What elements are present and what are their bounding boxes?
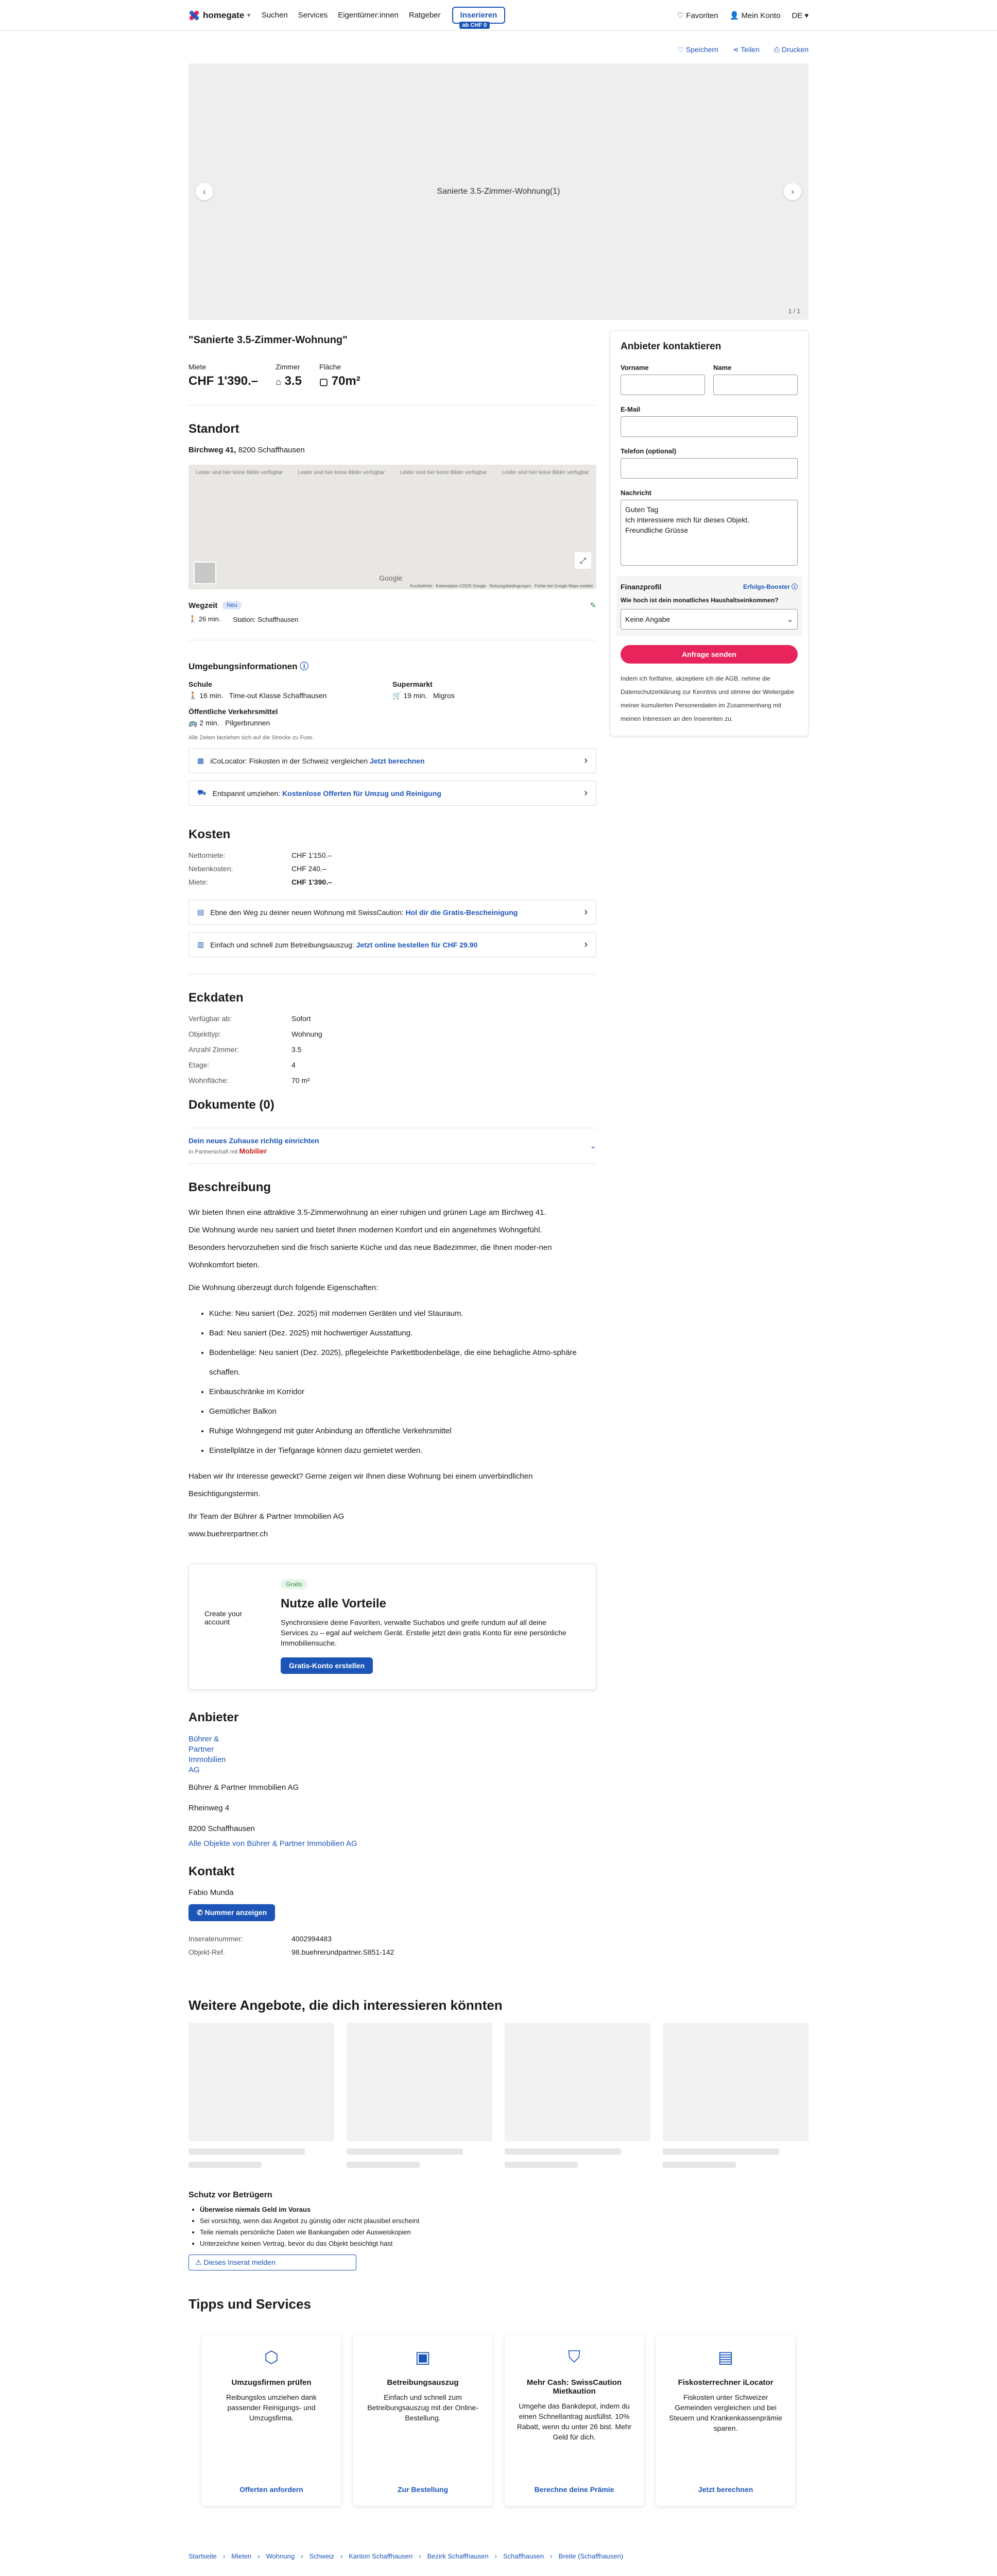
first-name-input[interactable] <box>621 375 705 395</box>
site-header <box>0 0 997 31</box>
print-icon: ⎙ <box>773 45 780 54</box>
offer-card-placeholder[interactable] <box>188 2023 334 2168</box>
facts-heading: Eckdaten <box>188 991 244 1005</box>
booster-link[interactable]: Erfolgs-Booster ⓘ <box>743 583 798 590</box>
truck-icon: ⛟ <box>197 788 207 796</box>
last-name-input[interactable] <box>713 375 798 395</box>
reference-list: Inseratenummer: 4002994483 Objekt-Ref. 98.buehrerundpartner.S851-142 <box>188 1935 394 1956</box>
finance-profile: Finanzprofil Erfolgs-Booster ⓘ Wie hoch ist dein monatliches Haushaltseinkommen? Keine Angabe ⌄ <box>616 576 802 636</box>
facts-list: Verfügbar ab: Sofort Objekttyp: Wohnung Anzahl Zimmer: 3.5 Etage: 4 Wohnfläche: 70 m² <box>188 1014 322 1084</box>
fraud-section: Schutz vor Betrügern • Überweise niemals Geld im Voraus • Sei vorsichtig, wenn das Angebot zu günstig oder nicht plausibel erscheint • Teile niemals persönliche Daten wie Bankangaben oder Ausweiskopien • Unterzeichne keinen Vertrag, bevor du das Objekt besichtigt hast ⚠ Dieses Inserat melden <box>188 2191 809 2270</box>
costs-heading: Kosten <box>188 827 231 841</box>
insert-badge: ab CHF 0 <box>459 22 490 29</box>
warning-icon: ⚠ <box>195 2258 202 2266</box>
area-icon: ▢ <box>319 377 329 387</box>
nav-guide[interactable]: Ratgeber <box>408 11 441 20</box>
location-heading: Standort <box>188 422 239 436</box>
send-request-button[interactable]: Anfrage senden <box>621 645 798 664</box>
rent-value: CHF 1'390.– <box>188 374 259 388</box>
features-list: • Küche: Neu saniert (Dez. 2025) mit modernen Geräten und viel Stauraum. • Bad: Neu saniert (Dez. 2025) mit hochwertiger Ausstattung. • Bodenbeläge: Neu saniert (Dez. 2025), pflegeleichte Parkettbodenbeläge, die eine behagliche Atmo-sphäre schaffen. • Einbauschränke im Korridor • Gemütlicher Balkon • Ruhige Wohngegend mit guter Anbindung an öffentliche Verkehrsmittel • Einstellplätze in der Tiefgarage können dazu gemietet werden. <box>209 1304 596 1461</box>
save-button[interactable]: ♡ Speichern <box>677 45 718 54</box>
main-column: "Sanierte 3.5-Zimmer-Wohnung" Miete CHF 1'390.– Zimmer ⌂ 3.5 Fläche ▢ 70m² Standort Birchweg 41, 8200 Schaffhausen Leider sind hier keine Bilder verfügbar Leider sind hier keine Bilder verfügbar Leider sind hier keine Bilder verfügbar Leider sind hier keine Bilder verfügbar ⤢ Google Kurzbefehle · Kartendaten ©2025 Google · Nutzungsbedingungen · Fehler bei Google Maps melden Wegzeit Neu ✎ 🚶 26 min. Station: Schaffhausen Umgebungsinformationen ⓘ Schule 🚶 16 min. Time-out Klasse Schaffhausen Supermarkt 🛒 19 min. Migros Öffentliche Verkehrsmittel 🚌 2 min. Pilgerbrunnen Alle Zeiten beziehen sich auf die Strecke zu Fuss. ▦ iCoLocator: Fiskosten in der Schweiz vergleichen Jetzt berechnen › ⛟ Entspannt umziehen: Kostenlose Offerten für Umzug und Reinigung › Kosten Nettomiete: CHF 1'150.– Nebenkosten: CHF 240.– Miete: CHF 1'390.– ▤ Ebne den Weg zu deiner neuen Wohnung mit SwissCaution: Hol dir die Gratis-Bescheinigung › ▥ Einfach und schnell zum Betreibungsauszug: Jetzt online bestellen für CHF 29.90 › Eckdaten Verfügbar ab: Sofort Objekttyp: Wohnung Anzahl Zimmer: 3.5 Etage: 4 Wohnfläche: 70 m² Dokumente (0) Dein neues Zuhause richtig einrichten In Partnerschaft mit Mobilier ⌄ Beschreibung Wir bieten Ihnen eine attraktive 3.5-Zimmerwohnung an einer ruhigen und grünen Lage am Birchweg 41. Die Wohnung wurde neu saniert und bietet Ihnen modernen Komfort und ein angenehmes Wohngefühl. Besonders hervorzuheben sind die frisch sanierte Küche und das neue Badezimmer, die Ihnen moder-nen Wohnkomfort bieten. Die Wohnung überzeugt durch folgende Eigenschaften: • Küche: Neu saniert (Dez. 2025) mit modernen Geräten und viel Stauraum. • Bad: Neu saniert (Dez. 2025) mit hochwertiger Ausstattung. • Bodenbeläge: Neu saniert (Dez. 2025), pflegeleichte Parkettbodenbeläge, die eine behagliche Atmo-sphäre schaffen. • Einbauschränke im Korridor • Gemütlicher Balkon • Ruhige Wohngegend mit guter Anbindung an öffentliche Verkehrsmittel • Einstellplätze in der Tiefgarage können dazu gemietet werden. Haben wir Ihr Interesse geweckt? Gerne zeigen wir Ihnen diese Wohnung bei einem unverbindlichen Besichtigungstermin. Ihr Team der Bührer & Partner Immobilien AG www.buehrerpartner.ch Create your account Gratis Nutze alle Vorteile Synchronisiere deine Favoriten, verwalte Suchabos und greife rundum auf all deine Services zu – egal auf welchem Gerät. Erstelle jetzt dein gratis Konto für eine persönliche Immobiliensuche. Gratis-Konto erstellen Anbieter Bührer & Partner Immobilien AG Bührer & Partner Immobilien AG Rheinweg 4 8200 Schaffhausen Alle Objekte von Bührer & Partner Immobilien AG Kontakt Fabio Munda ✆ Nummer anzeigen Inseratenummer: 4002994483 Objekt-Ref. 98.buehrerundpartner.S851-142 <box>188 330 596 1956</box>
gallery-next-button[interactable]: › <box>784 183 801 200</box>
account-link[interactable]: 👤 Mein Konto <box>729 11 781 20</box>
contact-heading: Kontakt <box>188 1865 235 1878</box>
tips-heading: Tipps und Services <box>188 2296 311 2312</box>
key-figures: Miete CHF 1'390.– Zimmer ⌂ 3.5 Fläche ▢ 70m² <box>188 363 360 388</box>
rooms-icon: ⌂ <box>276 377 281 387</box>
listing-title: "Sanierte 3.5-Zimmer-Wohnung" <box>188 334 348 346</box>
provider-address: Bührer & Partner Immobilien AG Rheinweg 4 8200 Schaffhausen <box>188 1783 299 1833</box>
description-heading: Beschreibung <box>188 1180 271 1194</box>
share-button[interactable]: ⋖ Teilen <box>732 45 760 54</box>
document-icon: ▥ <box>197 940 204 948</box>
show-number-button[interactable]: ✆ Nummer anzeigen <box>188 1904 275 1921</box>
commute-row: Wegzeit Neu ✎ <box>188 601 596 610</box>
costs-list: Nettomiete: CHF 1'150.– Nebenkosten: CHF 240.– Miete: CHF 1'390.– <box>188 851 332 886</box>
edit-icon[interactable]: ✎ <box>590 601 596 610</box>
new-badge: Neu <box>222 601 241 609</box>
income-select[interactable]: Keine Angabe ⌄ <box>621 609 798 630</box>
icolocator-banner[interactable]: ▦ iCoLocator: Fiskosten in der Schweiz vergleichen Jetzt berechnen › <box>188 748 596 773</box>
message-textarea[interactable]: Guten Tag Ich interessiere mich für dieses Objekt. Freundliche Grüsse <box>621 500 798 566</box>
phone-input[interactable] <box>621 458 798 479</box>
tip-card-moving[interactable]: ⬡ Umzugsfirmen prüfen Reibungslos umziehen dank passender Reinigungs- und Umzugsfirma. Offerten anfordern <box>202 2335 341 2506</box>
info-icon[interactable]: ⓘ <box>300 662 309 671</box>
nav-owners[interactable]: Eigentümer:innen <box>338 11 399 20</box>
nav-services[interactable]: Services <box>298 11 328 20</box>
tips-cards <box>188 2335 809 2506</box>
gallery-prev-button[interactable]: ‹ <box>196 183 213 200</box>
calculator-icon: ▦ <box>197 756 204 765</box>
map-attribution: Kurzbefehle · Kartendaten ©2025 Google · Nutzungsbedingungen · Fehler bei Google Maps melden <box>410 584 593 588</box>
logo-mark-icon <box>188 10 200 21</box>
email-input[interactable] <box>621 416 798 437</box>
tip-card-caution[interactable]: ⛉ Mehr Cash: SwissCaution Mietkaution Umgehe das Bankdepot, indem du einen Schnellantrag ausfüllst. 10% Rabatt, wenn du unter 26 bist. Mehr Geld für dich. Berechne deine Prämie <box>505 2335 644 2506</box>
bus-icon: 🚌 <box>188 719 198 727</box>
main-nav <box>262 11 441 20</box>
provider-all-listings-link[interactable]: Alle Objekte von Bührer & Partner Immobilien AG <box>188 1839 357 1848</box>
debt-extract-banner[interactable]: ▥ Einfach und schnell zum Betreibungsauszug: Jetzt online bestellen für CHF 29.90 › <box>188 932 596 957</box>
area-value: 70m² <box>331 374 360 388</box>
contact-form: Anbieter kontaktieren Vorname Name E-Mail Telefon (optional) Nachricht Guten Tag Ich interessiere mich für dieses Objekt. Freundliche Grüsse Finanzprofil Erfolgs-Booster ⓘ Wie hoch ist dein monatliches Haushaltseinkommen? Keine Angabe ⌄ Anfrage senden Indem ich fortfahre, akzeptiere ich die AGB, nehme die Datenschutzerklärung zur Kenntnis und stimme der Weitergabe meiner kumulierten Personendaten im Zusammenhang mit meinen Interessen an den Inserenten zu. <box>610 330 809 736</box>
heart-icon: ♡ <box>677 45 684 54</box>
homegate-logo[interactable]: homegate ▾ <box>188 10 250 21</box>
shield-icon: ⛉ <box>568 2347 580 2366</box>
free-badge: Gratis <box>281 1579 307 1589</box>
rooms-value: 3.5 <box>284 374 302 388</box>
provider-logo[interactable]: Bührer & Partner Immobilien AG <box>188 1735 226 1774</box>
walk-icon: 🚶 <box>188 691 198 700</box>
share-icon: ⋖ <box>732 45 739 54</box>
report-listing-button[interactable]: ⚠ Dieses Inserat melden <box>188 2255 356 2270</box>
address: Birchweg 41, 8200 Schaffhausen <box>188 446 305 454</box>
account-promo: Create your account Gratis Nutze alle Vorteile Synchronisiere deine Favoriten, verwalte Suchabos und greife rundum auf all deine Services zu – egal auf welchem Gerät. Erstelle jetzt dein gratis Konto für eine persönliche Immobiliensuche. Gratis-Konto erstellen <box>188 1564 596 1690</box>
box-icon: ⬡ <box>264 2348 279 2366</box>
legal-text: Indem ich fortfahre, akzeptiere ich die AGB, nehme die Datenschutzerklärung zur Kenntnis und stimme der Weitergabe meiner kumulierten Personendaten im Zusammenhang mit meinen Interessen an den Inserenten zu. <box>621 675 795 722</box>
more-offers-heading: Weitere Angebote, die dich interessieren könnten <box>188 1997 503 2013</box>
gallery-counter: 1 / 1 <box>788 308 800 315</box>
provider-heading: Anbieter <box>188 1710 239 1724</box>
offer-card-placeholder[interactable] <box>505 2023 650 2168</box>
swisscaution-banner[interactable]: ▤ Ebne den Weg zu deiner neuen Wohnung mit SwissCaution: Hol dir die Gratis-Bescheinigung › <box>188 900 596 925</box>
phone-icon: ✆ <box>197 1908 203 1917</box>
tip-card-ilocator[interactable]: ▤ Fiskosterrechner iLocator Fiskosten unter Schweizer Gemeinden vergleichen und bei Steuern und Krankenkassenprämie sparen. Jetzt berechnen <box>656 2335 795 2506</box>
map-type-toggle[interactable] <box>194 562 216 584</box>
language-select[interactable]: DE ▾ <box>792 11 809 20</box>
listing-actions <box>188 31 809 63</box>
offer-card-placeholder[interactable] <box>347 2023 492 2168</box>
walk-icon: 🚶 <box>188 615 197 623</box>
document-icon: ▣ <box>415 2348 431 2366</box>
mobilier-logo: Mobilier <box>239 1147 267 1155</box>
location-map[interactable]: Leider sind hier keine Bilder verfügbar Leider sind hier keine Bilder verfügbar Leider sind hier keine Bilder verfügbar Leider sind hier keine Bilder verfügbar ⤢ Google Kurzbefehle · Kartendaten ©2025 Google · Nutzungsbedingungen · Fehler bei Google Maps melden <box>188 465 596 589</box>
description-body: Wir bieten Ihnen eine attraktive 3.5-Zimmerwohnung an einer ruhigen und grünen Lage am Birchweg 41. Die Wohnung wurde neu saniert und bietet Ihnen modernen Komfort und ein angenehmes Wohngefühl. Besonders hervorzuheben sind die frisch sanierte Küche und das neue Badezimmer, die Ihnen moder-nen Wohnkomfort bieten. Die Wohnung überzeugt durch folgende Eigenschaften: • Küche: Neu saniert (Dez. 2025) mit modernen Geräten und viel Stauraum. • Bad: Neu saniert (Dez. 2025) mit hochwertiger Ausstattung. • Bodenbeläge: Neu saniert (Dez. 2025), pflegeleichte Parkettbodenbeläge, die eine behagliche Atmo-sphäre schaffen. • Einbauschränke im Korridor • Gemütlicher Balkon • Ruhige Wohngegend mit guter Anbindung an öffentliche Verkehrsmittel • Einstellplätze in der Tiefgarage können dazu gemietet werden. Haben wir Ihr Interesse geweckt? Gerne zeigen wir Ihnen diese Wohnung bei einem unverbindlichen Besichtigungstermin. Ihr Team der Bührer & Partner Immobilien AG www.buehrerpartner.ch <box>188 1204 596 1543</box>
favorites-link[interactable]: ♡ Favoriten <box>677 11 718 20</box>
documents-heading: Dokumente (0) <box>188 1098 274 1112</box>
heart-icon: ♡ <box>677 11 684 20</box>
info-icon: ⓘ <box>791 583 798 590</box>
map-icon: ▤ <box>717 2348 734 2366</box>
contact-sidebar <box>610 330 809 1956</box>
nav-search[interactable]: Suchen <box>261 11 288 20</box>
fullscreen-icon[interactable]: ⤢ <box>575 552 591 569</box>
gallery-caption: Sanierte 3.5-Zimmer-Wohnung(1) <box>437 187 560 196</box>
chevron-down-icon: ▾ <box>247 12 250 19</box>
surroundings-heading: Umgebungsinformationen ⓘ <box>188 662 309 671</box>
offers-carousel <box>188 2023 809 2168</box>
create-account-button[interactable]: Gratis-Konto erstellen <box>281 1657 373 1674</box>
furnish-accordion[interactable]: Dein neues Zuhause richtig einrichten In Partnerschaft mit Mobilier ⌄ <box>188 1128 596 1164</box>
image-gallery[interactable] <box>188 63 809 320</box>
user-icon: 👤 <box>729 11 740 20</box>
commute-details: 🚶 26 min. Station: Schaffhausen <box>188 615 299 623</box>
insert-button[interactable]: Inserieren ab CHF 0 <box>452 7 506 24</box>
moving-banner[interactable]: ⛟ Entspannt umziehen: Kostenlose Offerten für Umzug und Reinigung › <box>188 781 596 806</box>
certificate-icon: ▤ <box>197 908 204 916</box>
print-button[interactable]: ⎙ Drucken <box>773 45 809 54</box>
offer-card-placeholder[interactable] <box>663 2023 809 2168</box>
chevron-down-icon: ⌄ <box>787 615 793 623</box>
breadcrumb: Startseite › Mieten › Wohnung › Schweiz › Kanton Schaffhausen › Bezirk Schaffhausen › Schaffhausen › Breite (Schaffhausen) <box>188 2552 624 2560</box>
surroundings-grid: Schule 🚶 16 min. Time-out Klasse Schaffhausen Supermarkt 🛒 19 min. Migros Öffentliche Verkehrsmittel 🚌 2 min. Pilgerbrunnen <box>188 680 455 727</box>
cart-icon: 🛒 <box>392 691 402 700</box>
tip-card-debt[interactable]: ▣ Betreibungsauszug Einfach und schnell zum Betreibungsauszug mit der Online-Bestellung. Zur Bestellung <box>353 2335 492 2506</box>
map-google-logo: Google <box>379 574 403 582</box>
chevron-down-icon: ⌄ <box>590 1142 596 1150</box>
